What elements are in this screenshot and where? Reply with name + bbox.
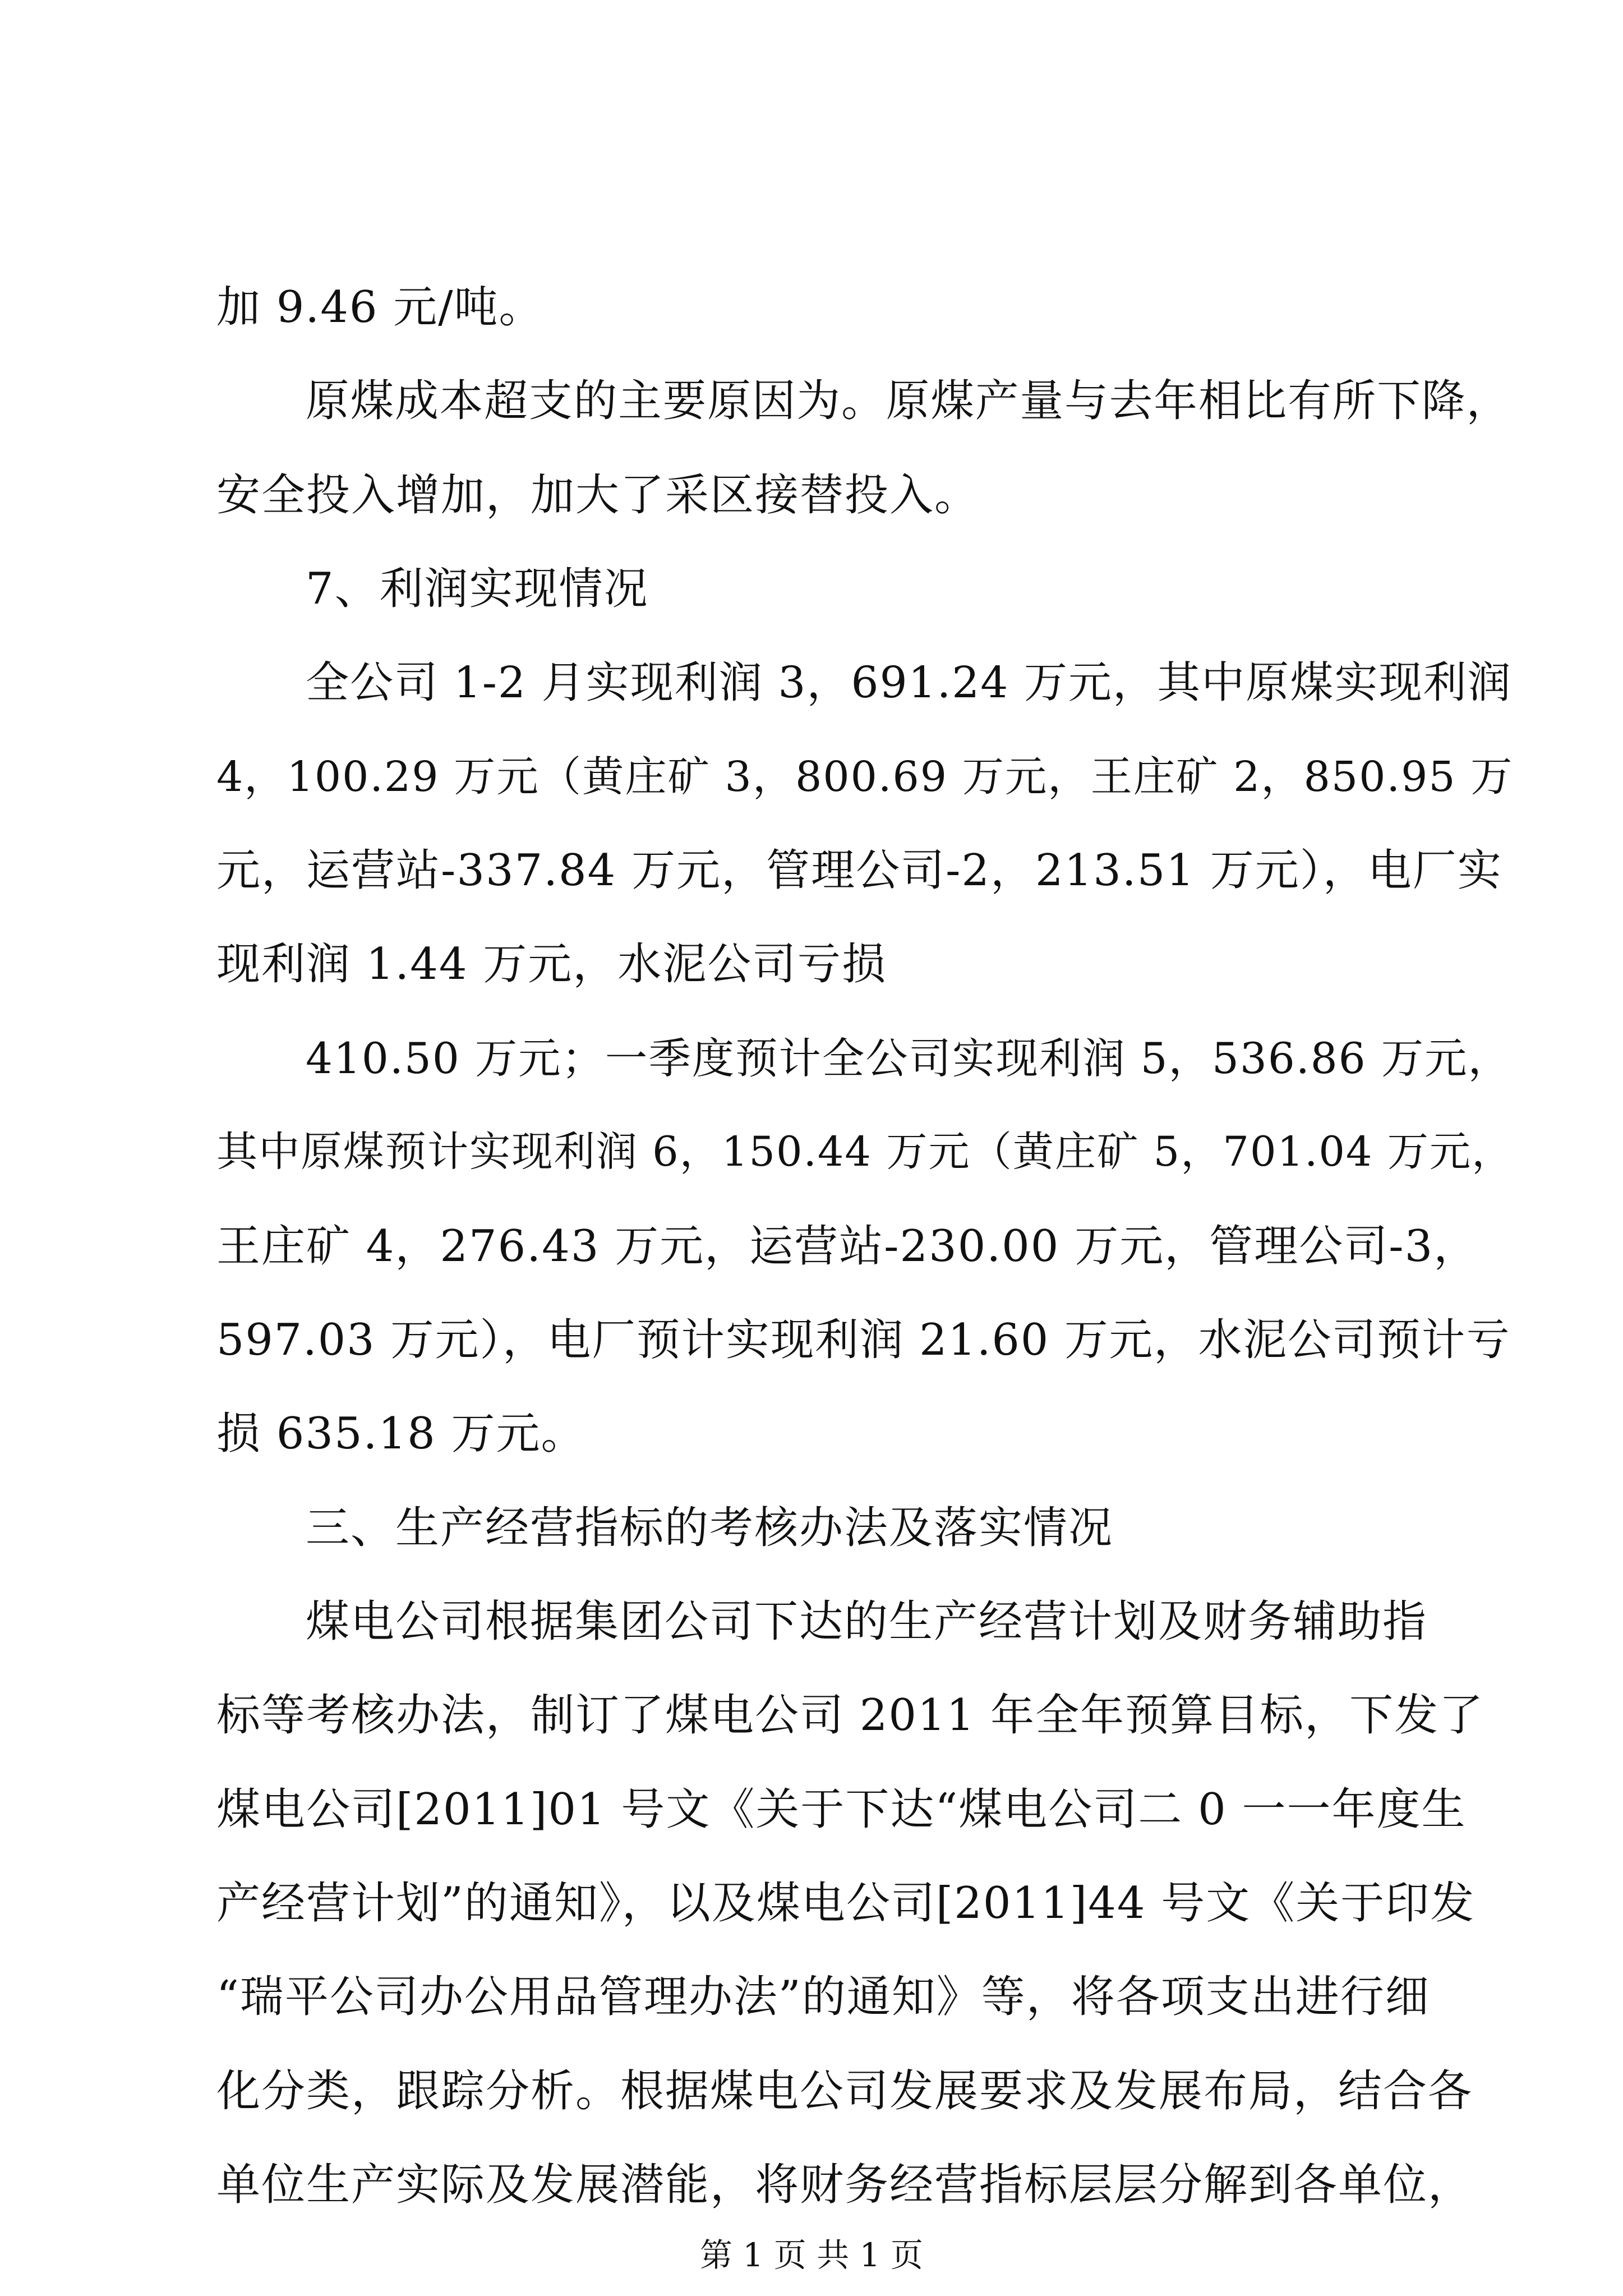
- text-line: 标等考核办法，制订了煤电公司 2011 年全年预算目标，下发了: [216, 1690, 1484, 1741]
- text-line: 煤电公司[2011]01 号文《关于下达“煤电公司二 0 一一年度生: [216, 1784, 1467, 1835]
- text-line: 4，100.29 万元（黄庄矿 3，800.69 万元，王庄矿 2，850.95 万: [216, 752, 1514, 801]
- text-line: 现利润 1.44 万元，水泥公司亏损: [216, 939, 887, 990]
- text-line: 损 635.18 万元。: [216, 1409, 586, 1459]
- text-line: 化分类，跟踪分析。根据煤电公司发展要求及发展布局，结合各: [216, 2066, 1473, 2116]
- text-line: 安全投入增加，加大了采区接替投入。: [216, 470, 980, 521]
- text-line: 597.03 万元），电厂预计实现利润 21.60 万元，水泥公司预计亏: [216, 1315, 1511, 1365]
- text-line: 王庄矿 4，276.43 万元，运营站-230.00 万元，管理公司-3，: [216, 1221, 1479, 1272]
- text-line: 其中原煤预计实现利润 6，150.44 万元（黄庄矿 5，701.04 万元，: [216, 1128, 1514, 1176]
- text-line: 煤电公司根据集团公司下达的生产经营计划及财务辅助指: [306, 1596, 1428, 1647]
- text-line: 全公司 1-2 月实现利润 3，691.24 万元，其中原煤实现利润: [306, 657, 1512, 708]
- text-line: 单位生产实际及发展潜能，将财务经营指标层层分解到各单位，: [216, 2160, 1473, 2210]
- page-footer: 第 1 页 共 1 页: [700, 2236, 923, 2274]
- text-line: 元，运营站-337.84 万元，管理公司-2，213.51 万元），电厂实: [216, 845, 1502, 896]
- text-line: 产经营计划”的通知》，以及煤电公司[2011]44 号文《关于印发: [216, 1878, 1476, 1929]
- text-line: “瑞平公司办公用品管理办法”的通知》等，将各项支出进行细: [216, 1972, 1430, 2022]
- section-heading: 7、利润实现情况: [306, 564, 649, 614]
- text-line: 加 9.46 元/吨。: [216, 282, 544, 333]
- text-line: 原煤成本超支的主要原因为。原煤产量与去年相比有所下降，: [306, 376, 1511, 426]
- section-heading: 三、生产经营指标的考核办法及落实情况: [306, 1503, 1114, 1553]
- text-line: 410.50 万元；一季度预计全公司实现利润 5，536.86 万元，: [306, 1034, 1511, 1083]
